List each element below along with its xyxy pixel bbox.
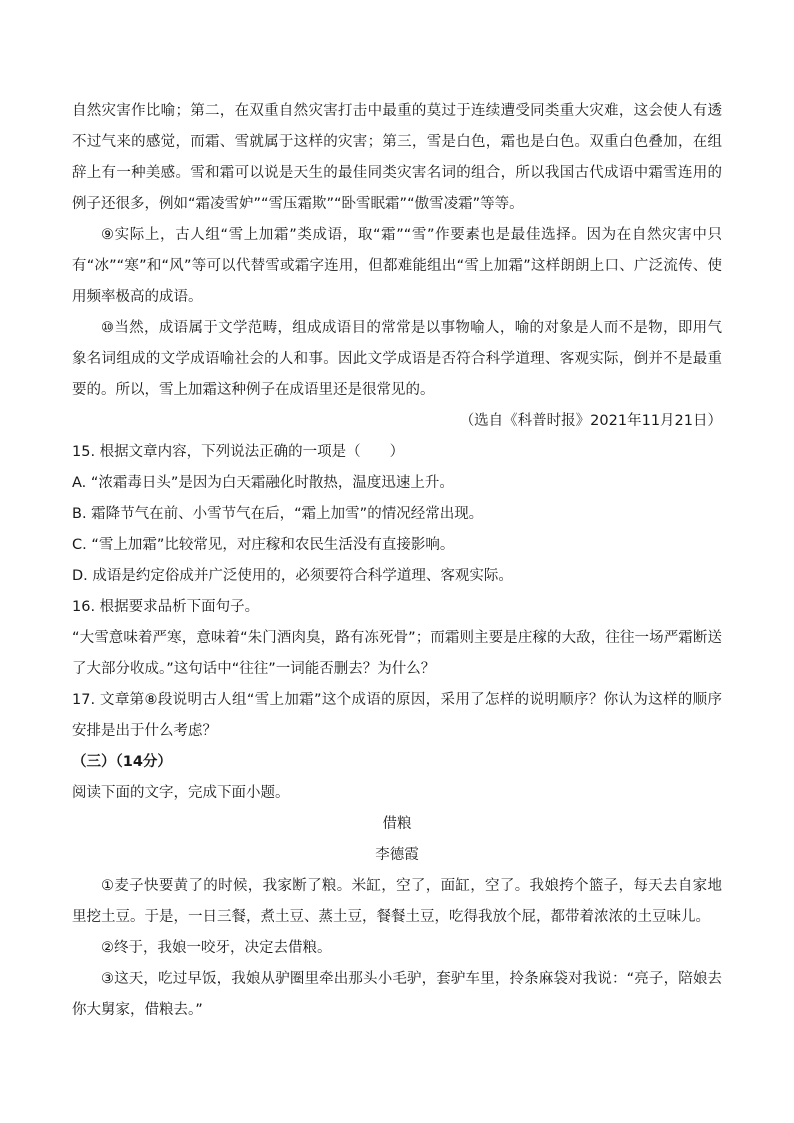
article-source: （选自《科普时报》2021年11月21日） xyxy=(459,413,722,429)
question-17: 17. 文章第⑧段说明古人组“雪上加霜”这个成语的原因，采用了怎样的说明顺序？你认为这样的顺序安排是出于什么考虑？ xyxy=(72,692,722,739)
story-paragraph-2: ②终于，我娘一咬牙，决定去借粮。 xyxy=(101,940,332,956)
story-title: 借粮 xyxy=(382,816,412,832)
question-15-option-c: C. “雪上加霜”比较常见，对庄稼和农民生活没有直接影响。 xyxy=(72,537,455,553)
section-3-heading: （三）（14分） xyxy=(72,754,172,770)
question-16: 16. 根据要求品析下面句子。 xyxy=(72,599,260,615)
story-paragraph-1: ①麦子快要黄了的时候，我家断了粮。米缸，空了，面缸，空了。我娘挎个篮子，每天去自家地里挖土豆。于是，一日三餐，煮土豆、蒸土豆，餐餐土豆，吃得我放个屁，都带着浓浓的土豆味儿。 xyxy=(72,878,722,925)
article-paragraph-10: ⑩当然，成语属于文学范畴，组成成语目的常常是以事物喻人，喻的对象是人而不是物，即用气象名词组成的文学成语喻社会的人和事。因此文学成语是否符合科学道理、客观实际，倒并不是最重要的。所以，雪上加霜这种例子在成语里还是很常见的。 xyxy=(72,320,722,398)
article-paragraph-9: ⑨实际上，古人组“雪上加霜”类成语，取“霜”“雪”作要素也是最佳选择。因为在自然灾害中只有“冰”“寒”和“风”等可以代替雪或霜字连用，但都难能组出“雪上加霜”这样朗朗上口、广泛流传、使用频率极高的成语。 xyxy=(72,227,722,305)
story-paragraph-3: ③这天，吃过早饭，我娘从驴圈里牵出那头小毛驴，套驴车里，拎条麻袋对我说：“亮子，陪娘去你大舅家，借粮去。” xyxy=(72,971,722,1018)
article-paragraph-continued: 自然灾害作比喻；第二，在双重自然灾害打击中最重的莫过于连续遭受同类重大灾难，这会使人有透不过气来的感觉，而霜、雪就属于这样的灾害；第三，雪是白色，霜也是白色。双重白色叠加，在组辞上有一种美感。雪和霜可以说是天生的最佳同类灾害名词的组合，所以我国古代成语中霜雪连用的例子还很多，例如“霜凌雪妒”“雪压霜欺”“卧雪眠霜”“傲雪凌霜”等等。 xyxy=(72,103,722,212)
question-15-option-d: D. 成语是约定俗成并广泛使用的，必须要符合科学道理、客观实际。 xyxy=(72,568,513,584)
question-16-quote: “大雪意味着严寒，意味着“朱门酒肉臭，路有冻死骨”；而霜则主要是庄稼的大敌，往往一场严霜断送了大部分收成。”这句话中“往往”一词能否删去？为什么？ xyxy=(72,630,722,677)
question-15-option-b: B. 霜降节气在前、小雪节气在后，“霜上加雪”的情况经常出现。 xyxy=(72,506,484,522)
document-body xyxy=(72,96,722,1026)
question-15: 15. 根据文章内容，下列说法正确的一项是（ ） xyxy=(72,444,405,460)
story-author: 李德霞 xyxy=(375,847,419,863)
section-3-instruction: 阅读下面的文字，完成下面小题。 xyxy=(72,785,290,801)
question-15-option-a: A. “浓霜毒日头”是因为白天霜融化时散热，温度迅速上升。 xyxy=(72,475,454,491)
